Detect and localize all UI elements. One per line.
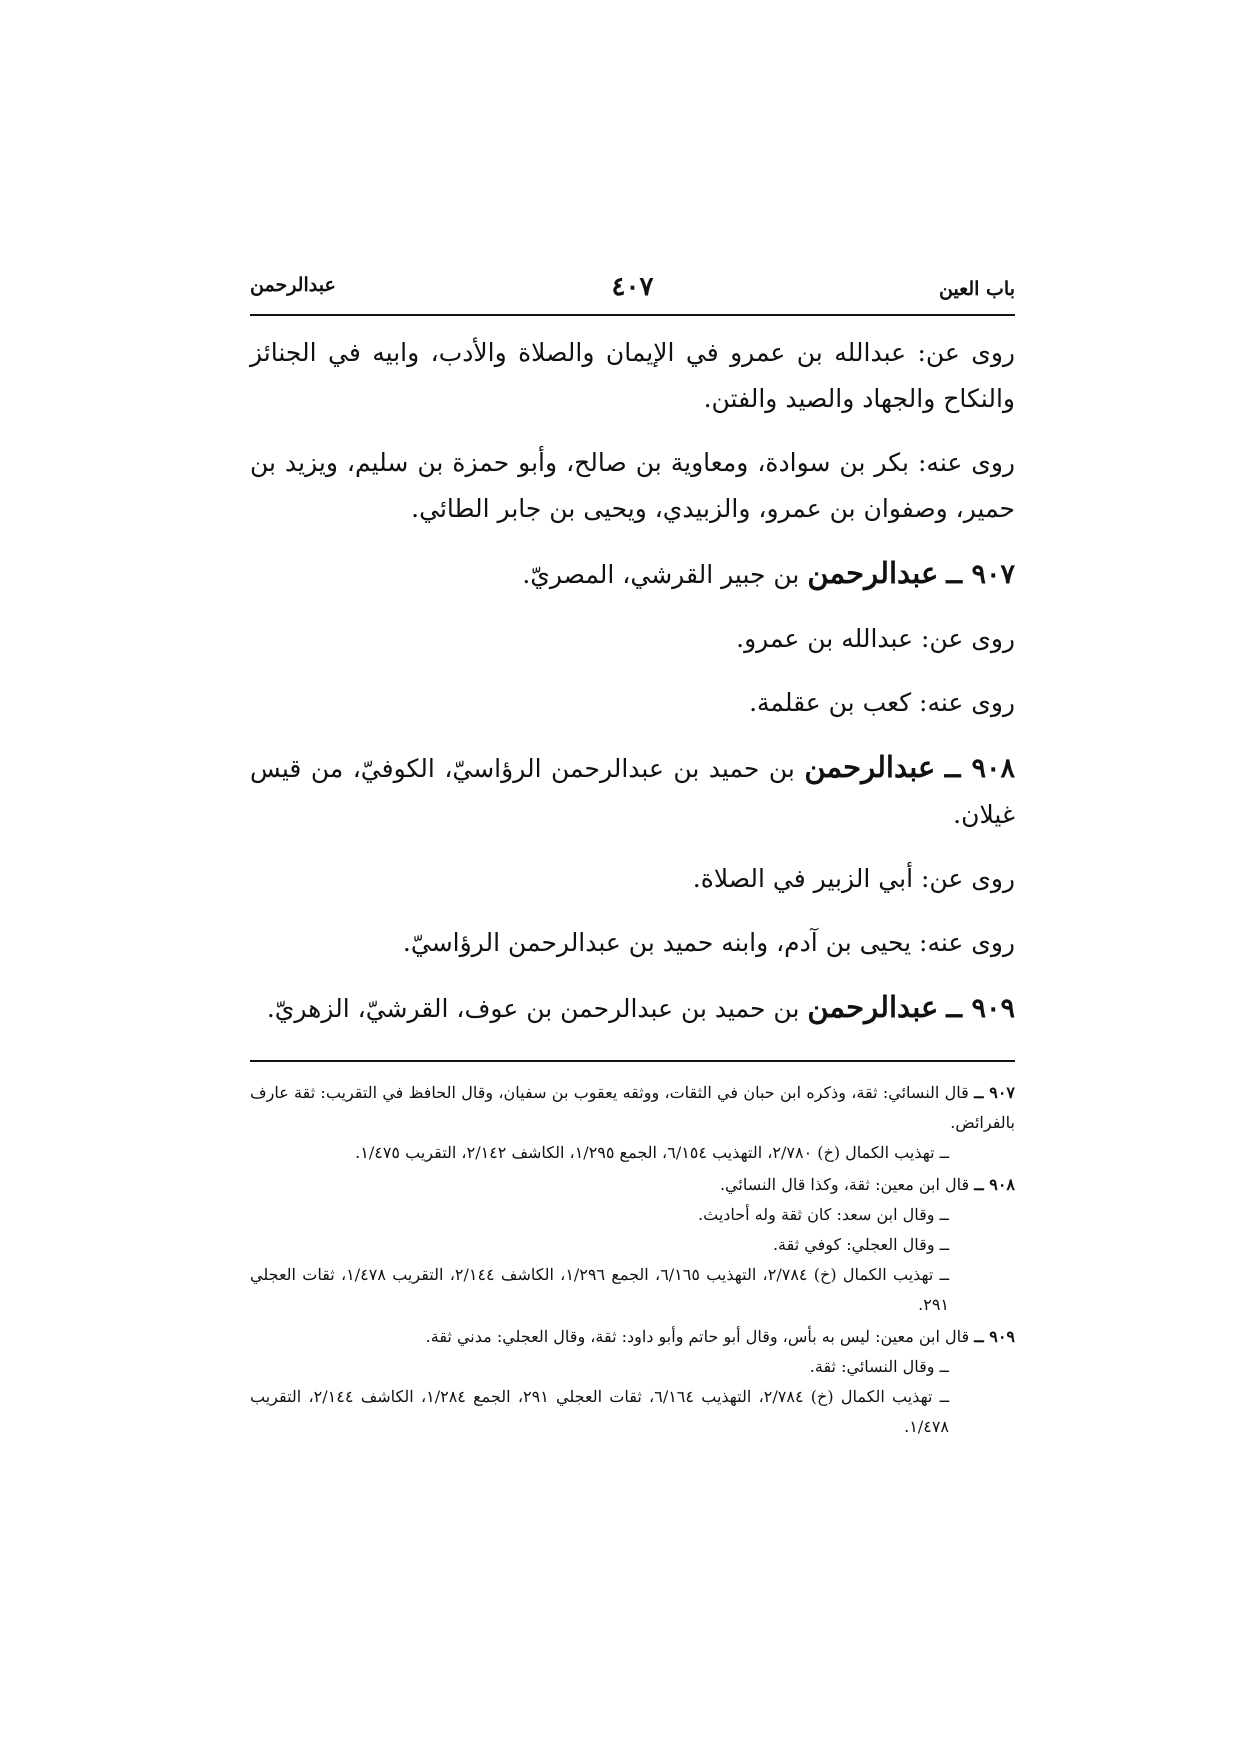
- footnote-text: قال النسائي: ثقة، وذكره ابن حبان في الثقات، ووثقه يعقوب بن سفيان، وقال الحافظ في التقريب: ثقة عارف بالفرائض.: [250, 1083, 1015, 1132]
- chapter-title: باب العين: [938, 278, 1015, 300]
- footnote-text: قال ابن معين: ليس به بأس، وقال أبو حاتم وأبو داود: ثقة، وقال العجلي: مدني ثقة.: [425, 1327, 970, 1346]
- footnote-907: [250, 1078, 1015, 1168]
- footnote-text: ــ وقال ابن سعد: كان ثقة وله أحاديث.: [698, 1205, 949, 1224]
- entry-lineage: بن حميد بن عبدالرحمن بن عوف، القرشيّ، الزهريّ.: [266, 994, 808, 1023]
- narrated-by: روى عنه: بكر بن سوادة، ومعاوية بن صالح، وأبو حمزة بن سليم، ويزيد بن حمير، وصفوان بن عمرو، والزبيدي، ويحيى بن جابر الطائي.: [250, 448, 1015, 523]
- footnote-text: قال ابن معين: ثقة، وكذا قال النسائي.: [719, 1175, 970, 1194]
- entry-908-narrated-by: روى عنه: يحيى بن آدم، وابنه حميد بن عبدالرحمن الرؤاسيّ.: [402, 928, 1015, 957]
- footnote-908: [250, 1170, 1015, 1320]
- page-number: ٤٠٧: [611, 272, 654, 302]
- entry-907-heading: [250, 550, 1015, 598]
- footnote-909: [250, 1322, 1015, 1442]
- entry-907-narrated-from: روى عن: عبدالله بن عمرو.: [736, 624, 1015, 653]
- main-text: [250, 330, 1015, 1032]
- footnote-text: ــ وقال العجلي: كوفي ثقة.: [772, 1235, 949, 1254]
- footnotes: [250, 1060, 1015, 1442]
- narrated-from: روى عن: عبدالله بن عمرو في الإيمان والصلاة والأدب، وابيه في الجنائز والنكاح والجهاد والصيد والفتن.: [250, 338, 1015, 413]
- entry-number: ٩٠٩ ــ: [946, 993, 1015, 1024]
- footnote-text: ــ تهذيب الكمال (خ) ٢/٧٨٤، التهذيب ٦/١٦٥، الجمع ١/٢٩٦، الكاشف ٢/١٤٤، التقريب ١/٤٧٨، ثقات العجلي ٢٩١.: [250, 1265, 950, 1314]
- entry-name: عبدالرحمن: [807, 556, 939, 590]
- footnote-number: ٩٠٩ ــ: [974, 1327, 1015, 1346]
- footnote-text: ــ تهذيب الكمال (خ) ٢/٧٨٤، التهذيب ٦/١٦٤، ثقات العجلي ٢٩١، الجمع ١/٢٨٤، الكاشف ٢/١٤٤، التقريب ١/٤٧٨.: [250, 1387, 950, 1436]
- entry-908-narrated-from: روى عن: أبي الزبير في الصلاة.: [692, 864, 1015, 893]
- running-header: [250, 270, 1015, 316]
- footnote-text: ــ تهذيب الكمال (خ) ٢/٧٨٠، التهذيب ٦/١٥٤، الجمع ١/٢٩٥، الكاشف ٢/١٤٢، التقريب ١/٤٧٥.: [355, 1143, 949, 1162]
- page: [250, 270, 1015, 1444]
- entry-number: ٩٠٨ ــ: [944, 753, 1015, 784]
- entry-909-heading: [250, 984, 1015, 1032]
- footnote-text: ــ وقال النسائي: ثقة.: [809, 1357, 949, 1376]
- entry-name: عبدالرحمن: [804, 750, 936, 784]
- footnote-number: ٩٠٧ ــ: [974, 1083, 1016, 1102]
- section-title: عبدالرحمن: [250, 274, 336, 296]
- entry-907-narrated-by: روى عنه: كعب بن عقلمة.: [749, 688, 1015, 717]
- entry-number: ٩٠٧ ــ: [946, 559, 1015, 590]
- entry-908-heading: [250, 744, 1015, 838]
- entry-name: عبدالرحمن: [807, 990, 939, 1024]
- footnote-number: ٩٠٨ ــ: [974, 1175, 1015, 1194]
- entry-lineage: بن جبير القرشي، المصريّ.: [522, 560, 808, 589]
- entry-lineage: بن حميد بن عبدالرحمن الرؤاسيّ، الكوفيّ، من قيس غيلان.: [250, 754, 1015, 829]
